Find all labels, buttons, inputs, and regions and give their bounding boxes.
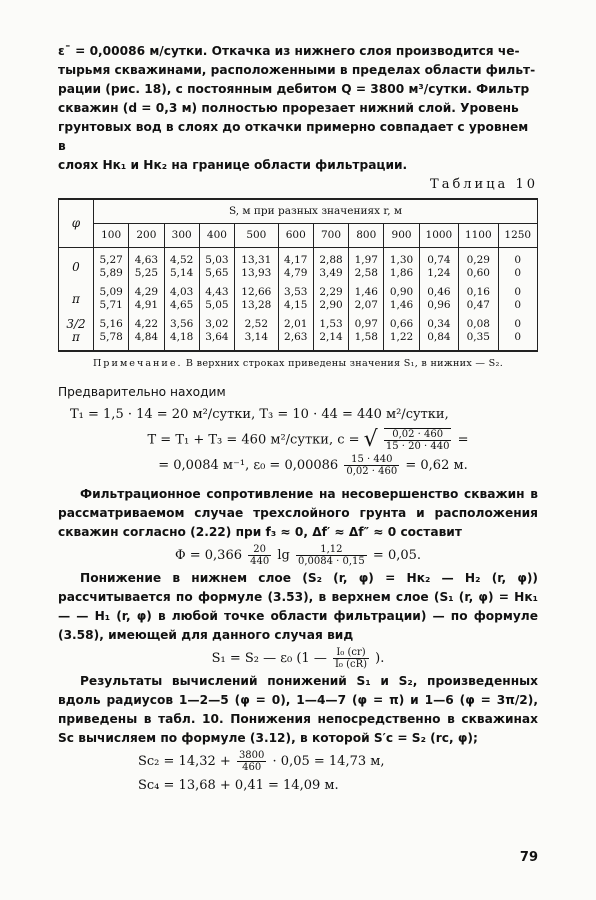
s1-value: 0 xyxy=(514,286,522,298)
equation-1: T₁ = 1,5 · 14 = 20 м²/сутки, T₃ = 10 · 44 = 440 м²/сутки, xyxy=(70,407,449,422)
table-body xyxy=(59,248,538,352)
intro-line: грунтовых вод в слоях до откачки примерно совпадает с уровнем в xyxy=(58,120,529,153)
s2-value: 13,28 xyxy=(241,299,272,311)
s2-value: 4,65 xyxy=(169,299,194,311)
s1-value: 0 xyxy=(514,318,522,330)
s2-value: 3,64 xyxy=(205,331,229,343)
intro-line: тырьмя скважинами, расположенными в пределах области фильт- xyxy=(58,63,536,77)
s1-value: 0,97 xyxy=(354,318,378,330)
prelim-text: Предварительно находим xyxy=(58,385,226,399)
sqrt-icon: √ xyxy=(363,427,378,452)
value-cell xyxy=(459,316,498,351)
group-header: S, м при разных значениях r, м xyxy=(94,199,538,224)
s1-value: 5,09 xyxy=(99,286,123,298)
r-header-cell: 100 xyxy=(94,224,129,248)
intro-line: рации (рис. 18), с постоянным дебитом Q = 3800 м³/сутки. Фильтр xyxy=(58,82,530,96)
value-cell xyxy=(313,248,348,285)
r-header-cell: 500 xyxy=(235,224,279,248)
value-cell xyxy=(164,284,199,316)
s1-value: 4,17 xyxy=(284,254,308,266)
eq3-fraction: $\frac{15 \cdot 440}{0,02 \cdot 460}$ xyxy=(346,454,398,477)
table-row xyxy=(59,248,538,285)
page-body xyxy=(58,42,538,799)
s2-value: 5,05 xyxy=(205,299,229,311)
s1-value: 5,16 xyxy=(99,318,123,330)
note-text: В верхних строках приведены значения S₁, в нижних — S₂. xyxy=(185,358,504,369)
value-cell xyxy=(129,248,164,285)
value-cell xyxy=(164,248,199,285)
s1-value: 3,56 xyxy=(169,318,194,330)
phi-cell: 0 xyxy=(59,248,94,285)
value-cell xyxy=(94,316,129,351)
value-cell xyxy=(384,248,419,285)
s2-value: 1,22 xyxy=(389,331,414,343)
eq2-lhs: T = T₁ + T₃ = 460 м²/сутки, c = xyxy=(147,432,364,448)
s2-value: 0,35 xyxy=(466,331,490,343)
r-header-cell: 800 xyxy=(349,224,384,248)
value-cell xyxy=(419,284,458,316)
value-cell xyxy=(419,316,458,351)
s1-value: 5,03 xyxy=(205,254,229,266)
value-cell xyxy=(349,316,384,351)
s1-value: 4,03 xyxy=(169,286,194,298)
equation-2 xyxy=(58,428,538,452)
s2-value: 13,93 xyxy=(241,267,272,279)
r-header-cell: 700 xyxy=(313,224,348,248)
s2-value: 5,71 xyxy=(99,299,123,311)
s1-value: 3,53 xyxy=(284,286,308,298)
s2-value: 1,86 xyxy=(389,267,414,279)
equation-4: Φ = 0,366 $\frac{20}{440}$ lg $\frac{1,12}{0,0084 \cdot 0,15}$ = 0,05. xyxy=(174,544,422,567)
s2-value: 4,18 xyxy=(169,331,194,343)
s1-value: 4,29 xyxy=(134,286,159,298)
s1-value: 4,63 xyxy=(134,254,159,266)
s1-value: 0,29 xyxy=(466,254,490,266)
s2-value: 2,14 xyxy=(319,331,343,343)
intro-line: ε¯ = 0,00086 м/сутки. Откачка из нижнего слоя производится че- xyxy=(58,44,520,58)
s1-value: 0,16 xyxy=(466,286,490,298)
s1-value: 0,08 xyxy=(466,318,490,330)
s1-value: 0,74 xyxy=(427,254,451,266)
equation-6: Sс₂ = 14,32 + $\frac{3800}{460}$ · 0,05 = 14,73 м, xyxy=(138,750,385,773)
value-cell xyxy=(235,284,279,316)
value-cell xyxy=(278,284,313,316)
value-cell xyxy=(199,284,234,316)
s1-value: 2,01 xyxy=(284,318,308,330)
phi-cell: π xyxy=(59,284,94,316)
r-header-cell: 1100 xyxy=(459,224,498,248)
s2-value: 0 xyxy=(514,331,522,343)
r-header-cell: 200 xyxy=(129,224,164,248)
s2-value: 0,60 xyxy=(466,267,490,279)
eq5-fraction: $\frac{\text{I₀ (cr)}}{\text{I₀ (cR)}}$ xyxy=(334,647,368,670)
value-cell xyxy=(129,284,164,316)
paragraph-3: Понижение в нижнем слое (S₂ (r, φ) = Hк₂ — H₂ (r, φ)) рассчитывается по формуле (3.53), в верхнем слое (S₁ (r, φ) = Hк₁ — — H₁ (r, φ) в любой точке области фильтрации) — по формуле (3.58), имеющей для данного случая вид xyxy=(58,571,538,642)
s2-value: 4,84 xyxy=(134,331,159,343)
paragraph-2: Фильтрационное сопротивление на несовершенство скважин в рассматриваемом случае трехслойного грунта и расположения скважин согласно (2.22) при f₃ ≈ 0, Δf′ ≈ Δf″ ≈ 0 составит xyxy=(58,487,538,539)
s1-value: 4,52 xyxy=(169,254,194,266)
s2-value: 0 xyxy=(514,267,522,279)
value-cell xyxy=(94,248,129,285)
s1-value: 1,46 xyxy=(354,286,378,298)
s2-value: 2,63 xyxy=(284,331,308,343)
s1-value: 0,66 xyxy=(389,318,414,330)
eq6-fraction: $\frac{3800}{460}$ xyxy=(238,750,265,773)
s2-value: 2,90 xyxy=(319,299,343,311)
s2-value: 4,91 xyxy=(134,299,159,311)
note-label: Примечание. xyxy=(92,358,183,369)
value-cell xyxy=(235,316,279,351)
table-note xyxy=(58,358,538,369)
s2-value: 2,07 xyxy=(354,299,378,311)
equation-5: S₁ = S₂ — ε₀ (1 — $\frac{\text{I₀ (cr)}}{\text{I₀ (cR)}}$ ). xyxy=(211,647,385,670)
r-header-cell: 1250 xyxy=(498,224,537,248)
s1-value: 4,22 xyxy=(134,318,159,330)
value-cell xyxy=(235,248,279,285)
phi-header: φ xyxy=(59,199,94,248)
value-cell xyxy=(498,284,537,316)
value-cell xyxy=(129,316,164,351)
r-header-cell: 300 xyxy=(164,224,199,248)
s2-value: 5,89 xyxy=(99,267,123,279)
eq4-fraction-2: $\frac{1,12}{0,0084 \cdot 0,15}$ xyxy=(297,544,365,567)
intro-line: скважин (d = 0,3 м) полностью прорезает нижний слой. Уровень xyxy=(58,101,519,115)
s1-value: 0 xyxy=(514,254,522,266)
data-table xyxy=(58,198,538,352)
s1-value: 12,66 xyxy=(241,286,272,298)
s2-value: 0,47 xyxy=(466,299,490,311)
s1-value: 2,52 xyxy=(244,318,269,330)
value-cell xyxy=(278,248,313,285)
value-cell xyxy=(459,248,498,285)
value-cell xyxy=(459,284,498,316)
value-cell xyxy=(199,316,234,351)
s1-value: 2,29 xyxy=(319,286,343,298)
equation-7: Sс₄ = 13,68 + 0,41 = 14,09 м. xyxy=(138,778,339,793)
value-cell xyxy=(384,316,419,351)
value-cell xyxy=(349,284,384,316)
s2-value: 1,58 xyxy=(354,331,378,343)
table-row xyxy=(59,284,538,316)
s2-value: 5,14 xyxy=(169,267,194,279)
r-header-cell: 400 xyxy=(199,224,234,248)
s1-value: 0,34 xyxy=(427,318,451,330)
s2-value: 0,84 xyxy=(427,331,451,343)
s2-value: 2,58 xyxy=(354,267,378,279)
s2-value: 3,49 xyxy=(319,267,343,279)
value-cell xyxy=(313,284,348,316)
equation-3: = 0,0084 м⁻¹, ε₀ = 0,00086 $\frac{15 \cdot 440}{0,02 \cdot 460}$ = 0,62 м. xyxy=(158,454,468,477)
page-number: 79 xyxy=(519,850,538,865)
value-cell xyxy=(419,248,458,285)
s1-value: 1,97 xyxy=(354,254,378,266)
value-cell xyxy=(349,248,384,285)
s2-value: 0 xyxy=(514,299,522,311)
r-header-cell: 600 xyxy=(278,224,313,248)
s1-value: 13,31 xyxy=(241,254,272,266)
s2-value: 5,78 xyxy=(99,331,123,343)
eq2-fraction: $\frac{0,02 \cdot 460}{15 \cdot 20 \cdot 440}$ xyxy=(385,429,450,452)
s1-value: 5,27 xyxy=(99,254,123,266)
s1-value: 0,90 xyxy=(389,286,414,298)
value-cell xyxy=(164,316,199,351)
s2-value: 4,79 xyxy=(284,267,308,279)
s1-value: 0,46 xyxy=(427,286,451,298)
eq4-fraction-1: $\frac{20}{440}$ xyxy=(250,544,270,567)
paragraph-4: Результаты вычислений понижений S₁ и S₂, произведенных вдоль радиусов 1—2—5 (φ = 0), 1—4—7 (φ = π) и 1—6 (φ = 3π/2), приведены в табл. 10. Понижения непосредственно в скважинах Sс вычисляем по формуле (3.12), в которой S′с = S₂ (rс, φ); xyxy=(58,674,538,745)
value-cell xyxy=(94,284,129,316)
table-row xyxy=(59,316,538,351)
value-cell xyxy=(199,248,234,285)
value-cell xyxy=(498,248,537,285)
s2-value: 0,96 xyxy=(427,299,451,311)
phi-cell: 3/2 π xyxy=(59,316,94,351)
r-header-row xyxy=(59,224,538,248)
s2-value: 5,25 xyxy=(134,267,159,279)
s2-value: 5,65 xyxy=(205,267,229,279)
s2-value: 1,46 xyxy=(389,299,414,311)
eq2-rhs: = xyxy=(457,432,469,448)
s1-value: 2,88 xyxy=(319,254,343,266)
s2-value: 1,24 xyxy=(427,267,451,279)
value-cell xyxy=(384,284,419,316)
s1-value: 1,53 xyxy=(319,318,343,330)
table-caption: Таблица 10 xyxy=(430,177,538,192)
s1-value: 1,30 xyxy=(389,254,414,266)
s1-value: 4,43 xyxy=(205,286,229,298)
value-cell xyxy=(313,316,348,351)
s2-value: 4,15 xyxy=(284,299,308,311)
r-header-cell: 1000 xyxy=(419,224,458,248)
value-cell xyxy=(278,316,313,351)
intro-line: слоях Hк₁ и Hк₂ на границе области фильтрации. xyxy=(58,158,408,172)
intro-paragraph xyxy=(58,42,538,175)
s2-value: 3,14 xyxy=(244,331,269,343)
value-cell xyxy=(498,316,537,351)
r-header-cell: 900 xyxy=(384,224,419,248)
s1-value: 3,02 xyxy=(205,318,229,330)
